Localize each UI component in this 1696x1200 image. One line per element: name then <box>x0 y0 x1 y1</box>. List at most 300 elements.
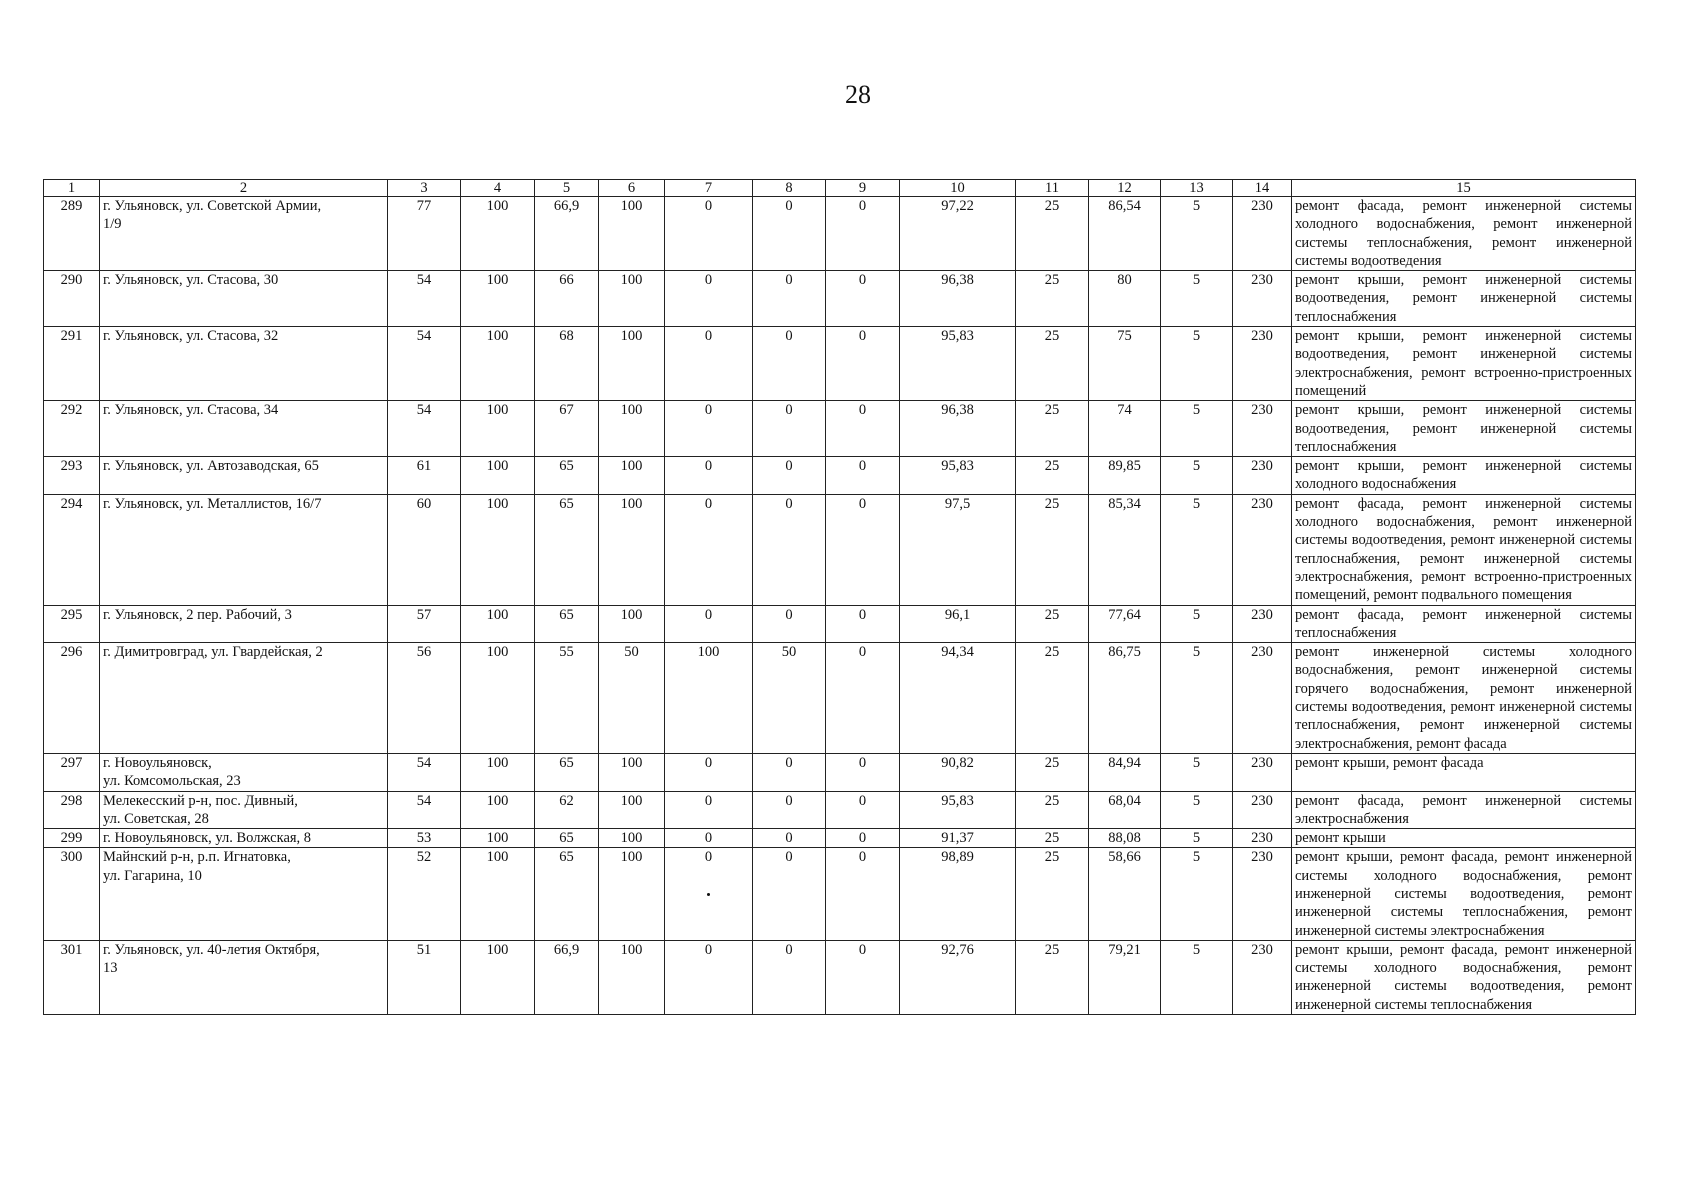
cell-value: 230 <box>1251 941 1273 958</box>
repair-works-cell: ремонт крыши, ремонт фасада, ремонт инженерной системы холодного водоснабжения, ремонт инженерной системы водоотведения, ремонт инженерной системы теплоснабжения, ремонт инженерной системы электроснабжения <box>1292 848 1636 940</box>
value-cell-col-6 <box>599 457 665 495</box>
cell-value: 5 <box>1192 606 1201 623</box>
cell-value: 75 <box>1117 328 1132 345</box>
value-cell-col-9 <box>826 791 900 829</box>
value-cell-col-5 <box>535 494 599 605</box>
value-cell-col-8 <box>753 791 826 829</box>
value-cell-col-10 <box>900 829 1016 848</box>
value-cell-col-3 <box>388 327 461 401</box>
row-number: 293 <box>44 457 100 495</box>
repair-works-cell: ремонт крыши, ремонт инженерной системы водоотведения, ремонт инженерной системы электроснабжения, ремонт встроенно-пристроенных помещений <box>1292 327 1636 401</box>
cell-value: 90,82 <box>941 754 974 771</box>
value-cell-col-3 <box>388 605 461 643</box>
cell-value: 0 <box>785 830 793 847</box>
cell-value: 85,34 <box>1108 495 1141 512</box>
value-cell-col-9 <box>826 197 900 271</box>
value-cell-col-7 <box>665 753 753 791</box>
cell-value: 0 <box>704 754 713 771</box>
table-row <box>44 197 1636 271</box>
cell-value: 100 <box>620 328 643 345</box>
cell-value: 62 <box>559 792 574 809</box>
cell-value: 65 <box>559 849 574 866</box>
value-cell-col-14 <box>1233 848 1292 940</box>
repair-works-cell: ремонт фасада, ремонт инженерной системы электроснабжения <box>1292 791 1636 829</box>
value-cell-col-11 <box>1016 605 1089 643</box>
value-cell-col-3 <box>388 791 461 829</box>
cell-value: 98,89 <box>941 849 974 866</box>
value-cell-col-13 <box>1161 643 1233 754</box>
value-cell-col-3 <box>388 753 461 791</box>
cell-value: 0 <box>704 606 713 623</box>
cell-value: 25 <box>1044 792 1060 809</box>
value-cell-col-13 <box>1161 605 1233 643</box>
address-line: г. Димитровград, ул. Гвардейская, 2 <box>103 644 323 661</box>
cell-value: 86,54 <box>1108 198 1141 214</box>
cell-value: 100 <box>486 495 509 512</box>
cell-value: 100 <box>486 402 509 419</box>
cell-value: 25 <box>1044 644 1060 661</box>
value-cell-col-6 <box>599 643 665 754</box>
cell-value: 100 <box>620 606 643 623</box>
address-cell <box>100 791 388 829</box>
column-header: 6 <box>599 180 665 197</box>
value-cell-col-5 <box>535 848 599 940</box>
value-cell-col-8 <box>753 494 826 605</box>
value-cell-col-5 <box>535 791 599 829</box>
cell-value: 0 <box>785 458 793 475</box>
cell-value: 100 <box>486 792 509 809</box>
value-cell-col-5 <box>535 457 599 495</box>
cell-value: 5 <box>1192 495 1201 512</box>
value-cell-col-6 <box>599 401 665 457</box>
address-line: г. Новоульяновск, <box>103 754 212 771</box>
value-cell-col-4 <box>461 457 535 495</box>
cell-value: 53 <box>416 830 432 847</box>
address-line: г. Ульяновск, 2 пер. Рабочий, 3 <box>103 606 292 623</box>
value-cell-col-10 <box>900 605 1016 643</box>
value-cell-col-11 <box>1016 197 1089 271</box>
value-cell-col-11 <box>1016 643 1089 754</box>
cell-value: 57 <box>416 606 432 623</box>
value-cell-col-11 <box>1016 271 1089 327</box>
value-cell-col-14 <box>1233 643 1292 754</box>
cell-value: 66,9 <box>553 941 580 958</box>
value-cell-col-12 <box>1089 940 1161 1014</box>
value-cell-col-9 <box>826 643 900 754</box>
cell-value: 100 <box>486 849 509 866</box>
table-row <box>44 494 1636 605</box>
repair-works-cell: ремонт крыши <box>1292 829 1636 848</box>
address-cell <box>100 271 388 327</box>
value-cell-col-9 <box>826 753 900 791</box>
cell-value: 50 <box>624 644 639 661</box>
value-cell-col-11 <box>1016 327 1089 401</box>
column-header: 14 <box>1233 180 1292 197</box>
repair-works-cell: ремонт крыши, ремонт фасада <box>1292 753 1636 791</box>
cell-value: 230 <box>1251 606 1273 623</box>
value-cell-col-9 <box>826 457 900 495</box>
value-cell-col-3 <box>388 401 461 457</box>
address-line: г. Ульяновск, ул. Автозаводская, 65 <box>103 458 319 475</box>
cell-value: 66,9 <box>553 198 580 214</box>
cell-value: 5 <box>1192 792 1201 809</box>
value-cell-col-9 <box>826 271 900 327</box>
cell-value: 0 <box>704 849 713 866</box>
cell-value: 25 <box>1044 402 1060 419</box>
value-cell-col-10 <box>900 271 1016 327</box>
cell-value: 230 <box>1251 495 1273 512</box>
value-cell-col-7 <box>665 401 753 457</box>
cell-value: 54 <box>416 272 432 289</box>
address-cell <box>100 848 388 940</box>
address-cell <box>100 753 388 791</box>
cell-value: 67 <box>559 402 574 419</box>
value-cell-col-14 <box>1233 753 1292 791</box>
cell-value: 88,08 <box>1108 830 1141 847</box>
cell-value: 100 <box>697 644 720 661</box>
value-cell-col-13 <box>1161 327 1233 401</box>
cell-value: 100 <box>486 644 509 661</box>
value-cell-col-12 <box>1089 643 1161 754</box>
value-cell-col-12 <box>1089 605 1161 643</box>
cell-value: 58,66 <box>1108 849 1141 866</box>
address-line: г. Ульяновск, ул. Металлистов, 16/7 <box>103 495 322 512</box>
value-cell-col-7 <box>665 197 753 271</box>
table-row <box>44 605 1636 643</box>
cell-value: 0 <box>704 402 713 419</box>
value-cell-col-4 <box>461 401 535 457</box>
cell-value: 25 <box>1044 754 1060 771</box>
value-cell-col-5 <box>535 940 599 1014</box>
column-header: 11 <box>1016 180 1089 197</box>
value-cell-col-13 <box>1161 197 1233 271</box>
cell-value: 61 <box>416 458 432 475</box>
value-cell-col-7 <box>665 829 753 848</box>
cell-value: 0 <box>785 792 793 809</box>
value-cell-col-8 <box>753 643 826 754</box>
value-cell-col-8 <box>753 753 826 791</box>
address-cell <box>100 457 388 495</box>
value-cell-col-7 <box>665 457 753 495</box>
value-cell-col-4 <box>461 791 535 829</box>
row-number: 291 <box>44 327 100 401</box>
cell-value: 0 <box>785 328 793 345</box>
cell-value: 91,37 <box>941 830 974 847</box>
value-cell-col-11 <box>1016 829 1089 848</box>
cell-value: 5 <box>1192 644 1201 661</box>
table-row <box>44 643 1636 754</box>
cell-value: 100 <box>620 830 643 847</box>
cell-value: 100 <box>620 272 643 289</box>
cell-value: 54 <box>416 328 432 345</box>
cell-value: 100 <box>486 830 509 847</box>
value-cell-col-10 <box>900 494 1016 605</box>
value-cell-col-5 <box>535 271 599 327</box>
value-cell-col-4 <box>461 327 535 401</box>
cell-value: 5 <box>1192 754 1201 771</box>
repair-works-cell: ремонт крыши, ремонт фасада, ремонт инженерной системы холодного водоснабжения, ремонт инженерной системы водоотведения, ремонт инженерной системы теплоснабжения <box>1292 940 1636 1014</box>
repair-works-cell: ремонт крыши, ремонт инженерной системы водоотведения, ремонт инженерной системы теплоснабжения <box>1292 271 1636 327</box>
cell-value: 25 <box>1044 458 1060 475</box>
value-cell-col-4 <box>461 848 535 940</box>
cell-value: 230 <box>1251 328 1273 345</box>
row-number: 294 <box>44 494 100 605</box>
cell-value: 56 <box>416 644 432 661</box>
housing-repair-table <box>43 179 1636 1015</box>
cell-value: 0 <box>704 792 713 809</box>
value-cell-col-11 <box>1016 848 1089 940</box>
row-number: 292 <box>44 401 100 457</box>
value-cell-col-10 <box>900 457 1016 495</box>
value-cell-col-14 <box>1233 197 1292 271</box>
cell-value: 25 <box>1044 941 1060 958</box>
value-cell-col-5 <box>535 753 599 791</box>
value-cell-col-6 <box>599 791 665 829</box>
column-header: 3 <box>388 180 461 197</box>
cell-value: 100 <box>486 198 509 214</box>
cell-value: 0 <box>704 272 713 289</box>
cell-value: 0 <box>785 495 793 512</box>
repair-works-cell: ремонт крыши, ремонт инженерной системы водоотведения, ремонт инженерной системы теплоснабжения <box>1292 401 1636 457</box>
cell-value: 65 <box>559 458 574 475</box>
row-number: 299 <box>44 829 100 848</box>
value-cell-col-13 <box>1161 457 1233 495</box>
address-line: г. Ульяновск, ул. 40-летия Октября, <box>103 941 320 958</box>
value-cell-col-4 <box>461 940 535 1014</box>
value-cell-col-6 <box>599 327 665 401</box>
repair-works-cell: ремонт крыши, ремонт инженерной системы холодного водоснабжения <box>1292 457 1636 495</box>
address-cell <box>100 605 388 643</box>
value-cell-col-6 <box>599 605 665 643</box>
cell-value: 95,83 <box>941 792 974 809</box>
value-cell-col-7 <box>665 327 753 401</box>
cell-value: 230 <box>1251 272 1273 289</box>
value-cell-col-3 <box>388 940 461 1014</box>
cell-value: 84,94 <box>1108 754 1141 771</box>
address-cell <box>100 829 388 848</box>
value-cell-col-12 <box>1089 327 1161 401</box>
row-number: 301 <box>44 940 100 1014</box>
column-header: 10 <box>900 180 1016 197</box>
value-cell-col-12 <box>1089 494 1161 605</box>
cell-value: 0 <box>785 849 793 866</box>
cell-value: 230 <box>1251 849 1273 866</box>
cell-value: 77 <box>416 198 432 214</box>
value-cell-col-8 <box>753 457 826 495</box>
value-cell-col-12 <box>1089 457 1161 495</box>
column-header: 12 <box>1089 180 1161 197</box>
cell-value: 77,64 <box>1108 606 1141 623</box>
value-cell-col-4 <box>461 605 535 643</box>
cell-value: 0 <box>704 458 713 475</box>
cell-value: 79,21 <box>1108 941 1141 958</box>
cell-value: 100 <box>620 198 643 214</box>
cell-value: 0 <box>858 754 867 771</box>
cell-value: 230 <box>1251 792 1273 809</box>
column-header: 5 <box>535 180 599 197</box>
cell-value: 66 <box>559 272 574 289</box>
cell-value: 25 <box>1044 272 1060 289</box>
cell-value: 50 <box>781 644 797 661</box>
table-row <box>44 829 1636 848</box>
table-row <box>44 848 1636 940</box>
column-header: 13 <box>1161 180 1233 197</box>
cell-value: 5 <box>1192 328 1201 345</box>
cell-value: 230 <box>1251 644 1273 661</box>
value-cell-col-3 <box>388 457 461 495</box>
cell-value: 97,22 <box>941 198 974 214</box>
value-cell-col-10 <box>900 791 1016 829</box>
cell-value: 100 <box>620 458 643 475</box>
cell-value: 100 <box>486 941 509 958</box>
cell-value: 95,83 <box>941 458 974 475</box>
value-cell-col-8 <box>753 401 826 457</box>
table-row <box>44 940 1636 1014</box>
cell-value: 0 <box>858 328 867 345</box>
cell-value: 0 <box>785 272 793 289</box>
row-number: 297 <box>44 753 100 791</box>
value-cell-col-9 <box>826 848 900 940</box>
column-header: 2 <box>100 180 388 197</box>
cell-value: 100 <box>620 754 643 771</box>
value-cell-col-14 <box>1233 940 1292 1014</box>
value-cell-col-11 <box>1016 494 1089 605</box>
cell-value: 65 <box>559 606 574 623</box>
cell-value: 68,04 <box>1108 792 1141 809</box>
value-cell-col-12 <box>1089 271 1161 327</box>
value-cell-col-8 <box>753 829 826 848</box>
value-cell-col-6 <box>599 848 665 940</box>
value-cell-col-5 <box>535 197 599 271</box>
value-cell-col-13 <box>1161 848 1233 940</box>
value-cell-col-6 <box>599 829 665 848</box>
cell-value: 0 <box>704 198 713 214</box>
value-cell-col-8 <box>753 271 826 327</box>
cell-value: 25 <box>1044 849 1060 866</box>
value-cell-col-4 <box>461 643 535 754</box>
cell-value: 25 <box>1044 830 1060 847</box>
value-cell-col-10 <box>900 643 1016 754</box>
value-cell-col-7 <box>665 791 753 829</box>
value-cell-col-10 <box>900 753 1016 791</box>
cell-value: 0 <box>858 606 867 623</box>
column-header: 1 <box>44 180 100 197</box>
cell-value: 100 <box>486 606 509 623</box>
repair-works-cell: ремонт инженерной системы холодного водоснабжения, ремонт инженерной системы горячего водоснабжения, ремонт инженерной системы водоотведения, ремонт инженерной системы теплоснабжения, ремонт инженерной системы электроснабжения, ремонт фасада <box>1292 643 1636 754</box>
value-cell-col-13 <box>1161 271 1233 327</box>
address-line: Майнский р-н, р.п. Игнатовка, <box>103 849 291 866</box>
address-line: Мелекесский р-н, пос. Дивный, <box>103 792 298 809</box>
value-cell-col-11 <box>1016 401 1089 457</box>
value-cell-col-14 <box>1233 271 1292 327</box>
value-cell-col-9 <box>826 605 900 643</box>
cell-value: 100 <box>620 792 643 809</box>
value-cell-col-3 <box>388 271 461 327</box>
address-cell <box>100 197 388 271</box>
cell-value: 0 <box>858 644 867 661</box>
column-header-row <box>44 180 1636 197</box>
cell-value: 5 <box>1192 402 1201 419</box>
row-number: 296 <box>44 643 100 754</box>
column-header: 15 <box>1292 180 1636 197</box>
value-cell-col-8 <box>753 197 826 271</box>
cell-value: 68 <box>559 328 574 345</box>
cell-value: 0 <box>858 849 867 866</box>
address-line: г. Новоульяновск, ул. Волжская, 8 <box>103 830 312 847</box>
address-line: г. Ульяновск, ул. Стасова, 32 <box>103 328 279 345</box>
value-cell-col-12 <box>1089 197 1161 271</box>
value-cell-col-5 <box>535 605 599 643</box>
row-number: 290 <box>44 271 100 327</box>
table-row <box>44 401 1636 457</box>
row-number: 298 <box>44 791 100 829</box>
table-row <box>44 753 1636 791</box>
cell-value: 0 <box>704 830 713 847</box>
value-cell-col-7 <box>665 848 753 940</box>
value-cell-col-13 <box>1161 401 1233 457</box>
value-cell-col-14 <box>1233 791 1292 829</box>
cell-value: 86,75 <box>1108 644 1141 661</box>
value-cell-col-12 <box>1089 753 1161 791</box>
cell-value: 230 <box>1251 754 1273 771</box>
value-cell-col-11 <box>1016 457 1089 495</box>
value-cell-col-5 <box>535 643 599 754</box>
cell-value: 0 <box>785 941 793 958</box>
value-cell-col-5 <box>535 327 599 401</box>
value-cell-col-9 <box>826 401 900 457</box>
cell-value: 0 <box>858 495 867 512</box>
value-cell-col-7 <box>665 643 753 754</box>
value-cell-col-13 <box>1161 829 1233 848</box>
cell-value: 0 <box>858 458 867 475</box>
cell-value: 74 <box>1117 402 1132 419</box>
cell-value: 0 <box>858 198 867 214</box>
value-cell-col-3 <box>388 848 461 940</box>
cell-value: 5 <box>1192 198 1201 214</box>
address-line: ул. Комсомольская, 23 <box>103 773 241 790</box>
cell-value: 55 <box>559 644 574 661</box>
value-cell-col-3 <box>388 494 461 605</box>
value-cell-col-6 <box>599 197 665 271</box>
cell-value: 89,85 <box>1108 458 1141 475</box>
repair-works-cell: ремонт фасада, ремонт инженерной системы холодного водоснабжения, ремонт инженерной системы теплоснабжения, ремонт инженерной системы водоотведения <box>1292 197 1636 271</box>
cell-value: 54 <box>416 754 432 771</box>
cell-value: 25 <box>1044 198 1060 214</box>
value-cell-col-14 <box>1233 457 1292 495</box>
value-cell-col-5 <box>535 401 599 457</box>
cell-value: 65 <box>559 754 574 771</box>
cell-value: 65 <box>559 495 574 512</box>
value-cell-col-8 <box>753 327 826 401</box>
cell-value: 5 <box>1192 941 1201 958</box>
cell-value: 96,38 <box>941 402 974 419</box>
value-cell-col-13 <box>1161 791 1233 829</box>
value-cell-col-10 <box>900 197 1016 271</box>
value-cell-col-6 <box>599 494 665 605</box>
value-cell-col-10 <box>900 848 1016 940</box>
cell-value: 65 <box>559 830 574 847</box>
cell-value: 230 <box>1251 198 1273 214</box>
cell-value: 100 <box>620 941 643 958</box>
address-cell <box>100 494 388 605</box>
table-row <box>44 327 1636 401</box>
value-cell-col-4 <box>461 494 535 605</box>
value-cell-col-7 <box>665 605 753 643</box>
cell-value: 52 <box>416 849 432 866</box>
value-cell-col-10 <box>900 327 1016 401</box>
row-number: 295 <box>44 605 100 643</box>
cell-value: 100 <box>486 458 509 475</box>
